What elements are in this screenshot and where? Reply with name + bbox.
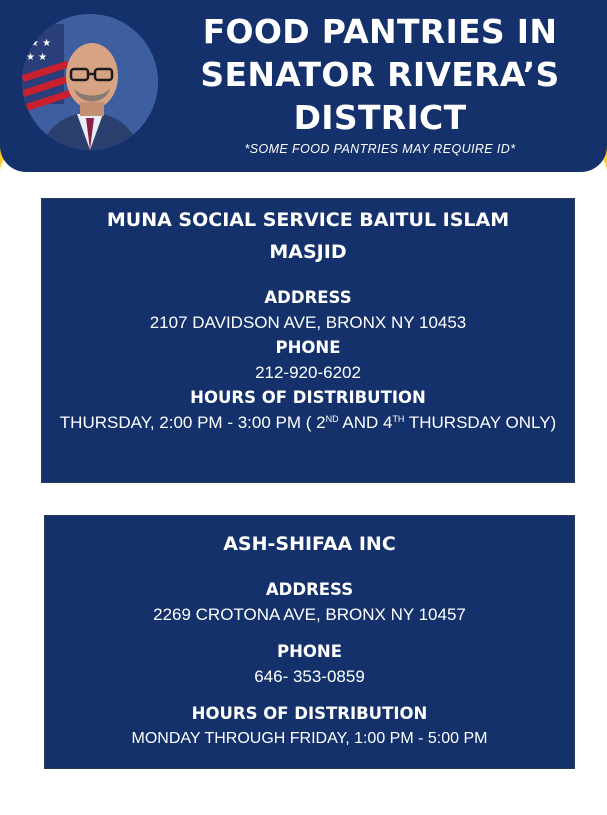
svg-text:★ ★: ★ ★ (26, 52, 48, 63)
phone-block (42, 336, 574, 386)
hours-label: HOURS OF DISTRIBUTION (191, 704, 428, 723)
hours-suffix: THURSDAY ONLY) (404, 413, 557, 432)
pantry-name: ASH-SHIFAA INC (223, 533, 396, 555)
portrait-icon (22, 14, 158, 150)
pantry-card-muna (41, 198, 575, 483)
address-label: ADDRESS (265, 580, 354, 599)
phone-block (45, 640, 574, 690)
hours-prefix: THURSDAY, 2:00 PM - 3:00 PM ( 2 (59, 413, 326, 432)
pantry-card-ash-shifaa (44, 515, 575, 769)
hours-value (42, 410, 574, 436)
address-value: 2107 DAVIDSON AVE, BRONX NY 10453 (149, 313, 467, 332)
address-block (45, 578, 574, 628)
flag-icon (22, 24, 71, 112)
pantry-name: MUNA SOCIAL SERVICE BAITUL ISLAM MASJID (106, 209, 510, 263)
hours-block (45, 702, 574, 752)
address-block (42, 286, 574, 336)
phone-value[interactable]: 212-920-6202 (255, 363, 361, 382)
phone-label: PHONE (276, 642, 342, 661)
senator-avatar (22, 14, 158, 150)
phone-value[interactable]: 646- 353-0859 (254, 667, 365, 686)
page-title: FOOD PANTRIES IN SENATOR RIVERA’S DISTRICT (200, 12, 560, 137)
svg-text:★ ★: ★ ★ (30, 38, 52, 49)
hours-block (42, 386, 574, 436)
hours-ordinal-2nd: ND (325, 414, 339, 424)
hours-ordinal-4th: TH (392, 414, 405, 424)
hours-value: MONDAY THROUGH FRIDAY, 1:00 PM - 5:00 PM (131, 730, 488, 747)
id-disclaimer: *SOME FOOD PANTRIES MAY REQUIRE ID* (244, 142, 516, 156)
address-value: 2269 CROTONA AVE, BRONX NY 10457 (153, 605, 466, 624)
phone-label: PHONE (275, 338, 341, 357)
hours-label: HOURS OF DISTRIBUTION (190, 388, 426, 407)
hours-mid: AND 4 (338, 413, 393, 432)
address-label: ADDRESS (264, 288, 352, 307)
header-banner (0, 0, 607, 172)
